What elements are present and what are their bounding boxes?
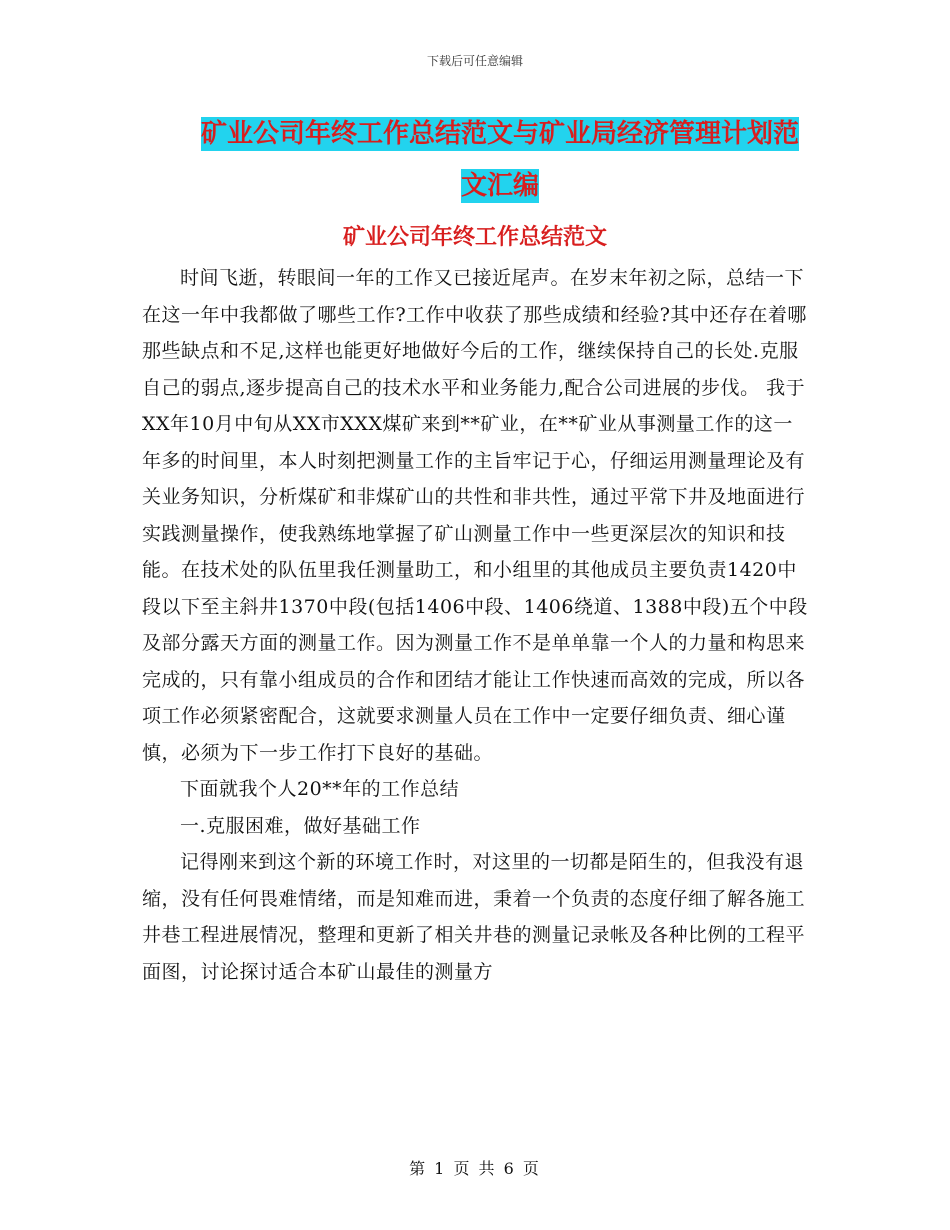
page-header-note: 下载后可任意编辑 [426,54,523,68]
body-paragraph: 记得刚来到这个新的环境工作时，对这里的一切都是陌生的，但我没有退缩，没有任何畏难情绪，而是知难而进，秉着一个负责的态度仔细了解各施工井巷工程进展情况，整理和更新了相关井巷的测量记录帐及各种比例的工程平面图，讨论探讨适合本矿山最佳的测量方 [142,851,806,983]
document-title-line-1: 矿业公司年终工作总结范文与矿业局经济管理计划范 [200,119,799,149]
document-title-line-2: 文汇编 [460,171,539,201]
body-paragraph: 下面就我个人20**年的工作总结 [180,778,460,800]
page-number-footer: 第 1 页 共 6 页 [409,1159,541,1178]
body-paragraph: 一.克服困难，做好基础工作 [180,814,421,837]
document-body [142,260,812,990]
document-title [150,108,850,212]
body-paragraph: 时间飞逝，转眼间一年的工作又已接近尾声。在岁末年初之际，总结一下在这一年中我都做了哪些工作?工作中收获了那些成绩和经验?其中还存在着哪那些缺点和不足,这样也能更好地做好今后的工作，继续保持自己的长处.克服自己的弱点,逐步提高自己的技术水平和业务能力,配合公司进展的步伐。 我于XX年10月中旬从XX市XXX煤矿来到**矿业，在**矿业从事测量工作的这一年多的时间里，本人时刻把测量工作的主旨牢记于心，仔细运用测量理论及有关业务知识，分析煤矿和非煤矿山的共性和非共性，通过平常下井及地面进行实践测量操作，使我熟练地掌握了矿山测量工作中一些更深层次的知识和技能。在技术处的队伍里我任测量助工，和小组里的其他成员主要负责1420中段以下至主斜井1370中段(包括1406中段、1406绕道、1388中段)五个中段及部分露天方面的测量工作。因为测量工作不是单单靠一个人的力量和构思来完成的，只有靠小组成员的合作和团结才能让工作快速而高效的完成，所以各项工作必须紧密配合，这就要求测量人员在工作中一定要仔细负责、细心谨慎，必须为下一步工作打下良好的基础。 [142,267,808,764]
section-title: 矿业公司年终工作总结范文 [342,225,607,250]
